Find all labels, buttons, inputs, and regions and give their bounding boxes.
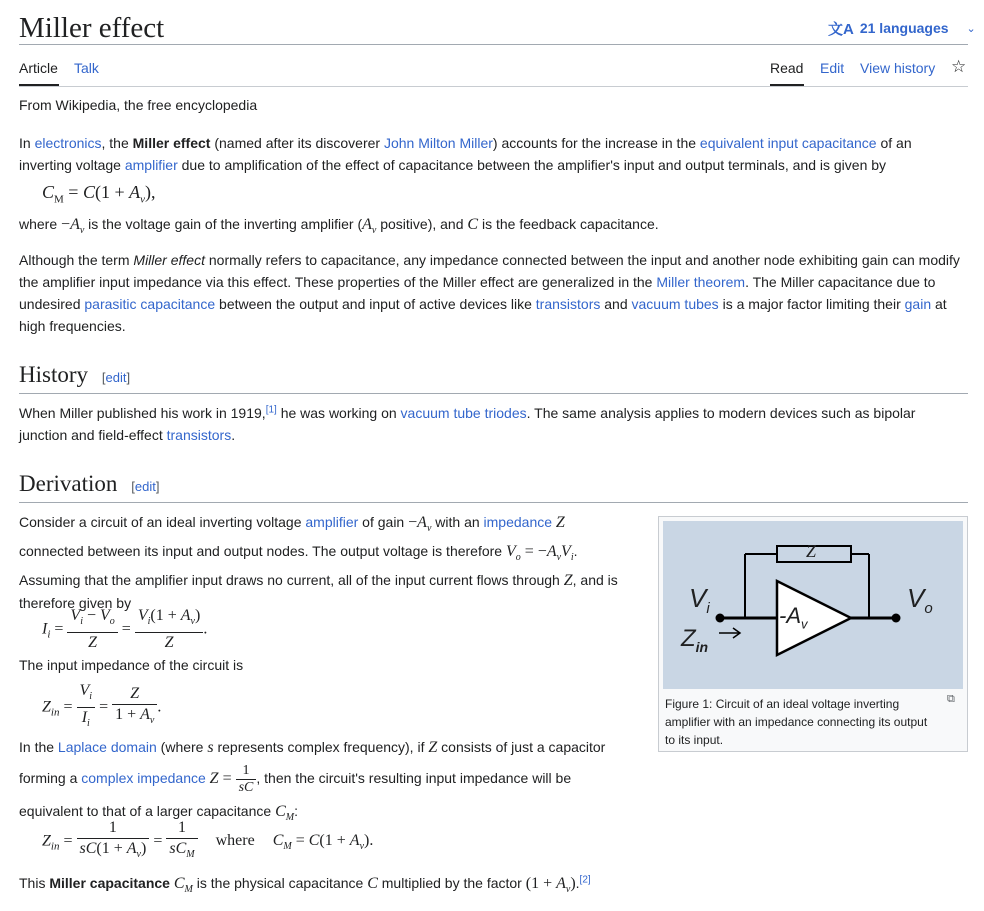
title-divider <box>19 44 968 45</box>
miller-impedance-formula: $Z_{in}$ = $\frac{1}{sC(1 + A_v)}$ = $\frac{1}{sC_M}$ where $C_M = C(1 + A_v)$. <box>42 819 374 861</box>
figure-box <box>658 516 968 752</box>
link-vacuum-tube-triodes[interactable]: vacuum tube triodes <box>400 405 527 421</box>
tab-article[interactable]: Article <box>19 60 58 76</box>
enlarge-icon[interactable]: ⧉ <box>947 693 955 705</box>
input-impedance-formula: $Z_{in}$ = $\frac{V_i}{I_i}$ = $\frac{Z}{1 + A_v}$ . <box>42 682 162 730</box>
link-transistors-2[interactable]: transistors <box>166 427 232 443</box>
history-paragraph: When Miller published his work in 1919,[1] he was working on vacuum tube triodes. The same analysis applies to modern devices such as bipolar junction and field-effect transistors. <box>19 404 916 443</box>
tab-read[interactable]: Read <box>770 60 804 76</box>
history-divider <box>19 393 968 394</box>
link-equivalent-input-capacitance[interactable]: equivalent input capacitance <box>699 135 877 151</box>
impedance-label: Z <box>806 541 817 561</box>
intro-paragraph-1: In electronics, the Miller effect (named after its discoverer John Milton Miller) accounts for the increase in the equivalent input capacitance of an inverting voltage amplifier due to amplification of the effect of capacitance between the amplifier's input and output terminals, and is given by <box>19 135 912 173</box>
output-node <box>892 614 901 623</box>
ref-2[interactable]: [2] <box>579 874 591 886</box>
derivation-heading: Derivation [edit] <box>19 471 160 496</box>
tab-edit[interactable]: Edit <box>820 60 845 76</box>
derivation-paragraph-1: Consider a circuit of an ideal inverting voltage amplifier of gain $-A_v$ with an impedance Z connected between its input and output nodes. The output voltage is therefore $V_o = -A_vV_i$. Assuming that the amplifier input draws no current, all of the input current flows through Z, and is therefore given by <box>19 514 618 612</box>
derivation-paragraph-2: The input impedance of the circuit is <box>19 657 244 673</box>
watch-star-icon[interactable]: ☆ <box>951 57 967 76</box>
derivation-paragraph-3: In the Laplace domain (where s represents complex frequency), if Z consists of just a capacitor forming a complex impedance Z = $\frac{1}{sC}$ , then the circuit's resulting input impedance will be equivalent to that of a larger capacitance $C_M$: <box>19 739 606 824</box>
translate-icon: 文A <box>828 20 854 38</box>
link-laplace-domain[interactable]: Laplace domain <box>57 739 157 755</box>
tab-talk[interactable]: Talk <box>74 60 99 76</box>
link-amplifier[interactable]: amplifier <box>124 157 178 173</box>
languages-label: 21 languages <box>859 20 949 36</box>
link-amplifier-2[interactable]: amplifier <box>305 514 359 530</box>
link-parasitic-capacitance[interactable]: parasitic capacitance <box>84 296 216 312</box>
link-vacuum-tubes[interactable]: vacuum tubes <box>631 296 719 312</box>
ref-1[interactable]: [1] <box>265 404 277 416</box>
gain-label: $-A_v$ <box>779 603 808 632</box>
vo-label: $V_o$ <box>907 583 933 618</box>
tagline: From Wikipedia, the free encyclopedia <box>19 97 258 113</box>
current-formula: $I_i$ = $\frac{V_i - V_o}{Z}$ = $\frac{V_i(1 + A_v)}{Z}$ . <box>42 607 208 652</box>
circuit-diagram[interactable] <box>663 521 963 689</box>
link-transistors[interactable]: transistors <box>535 296 601 312</box>
link-gain[interactable]: gain <box>904 296 932 312</box>
history-edit-link[interactable]: edit <box>105 370 127 385</box>
history-heading: History [edit] <box>19 362 131 387</box>
link-electronics[interactable]: electronics <box>34 135 102 151</box>
link-impedance[interactable]: impedance <box>483 514 553 530</box>
input-node <box>716 614 725 623</box>
zin-label: $Z_{in}$ <box>681 625 709 655</box>
figure-caption: Figure 1: Circuit of an ideal voltage inverting amplifier with an impedance connecting its output to its input. <box>665 697 928 747</box>
intro-paragraph-2: Although the term Miller effect normally refers to capacitance, any impedance connected between the input and another node exhibiting gain can modify the amplifier input impedance via this effect. These properties of the Miller effect are generalized in the Miller theorem. The Miller capacitance due to undesired parasitic capacitance between the output and input of active devices like transistors and vacuum tubes is a major factor limiting their gain at high frequencies. <box>19 252 960 334</box>
where-line: where $-A_v$ is the voltage gain of the inverting amplifier ($A_v$ positive), and C is the feedback capacitance. <box>19 216 659 237</box>
miller-formula: $C_M = C(1 + A_v)$, <box>42 182 156 206</box>
tabs-divider <box>19 86 968 87</box>
page-title: Miller effect <box>19 12 165 44</box>
link-miller-theorem[interactable]: Miller theorem <box>656 274 746 290</box>
link-john-milton-miller[interactable]: John Milton Miller <box>383 135 493 151</box>
language-selector[interactable] <box>828 18 976 38</box>
derivation-edit-link[interactable]: edit <box>134 479 156 494</box>
derivation-divider <box>19 502 968 503</box>
tab-view-history[interactable]: View history <box>860 60 936 76</box>
derivation-paragraph-4: This Miller capacitance $C_M$ is the physical capacitance C multiplied by the factor $(1 + A_v).[2]$ <box>19 874 591 896</box>
chevron-down-icon: ⌄ <box>966 22 976 35</box>
link-complex-impedance[interactable]: complex impedance <box>81 770 206 787</box>
vi-label: $V_i$ <box>689 583 710 618</box>
